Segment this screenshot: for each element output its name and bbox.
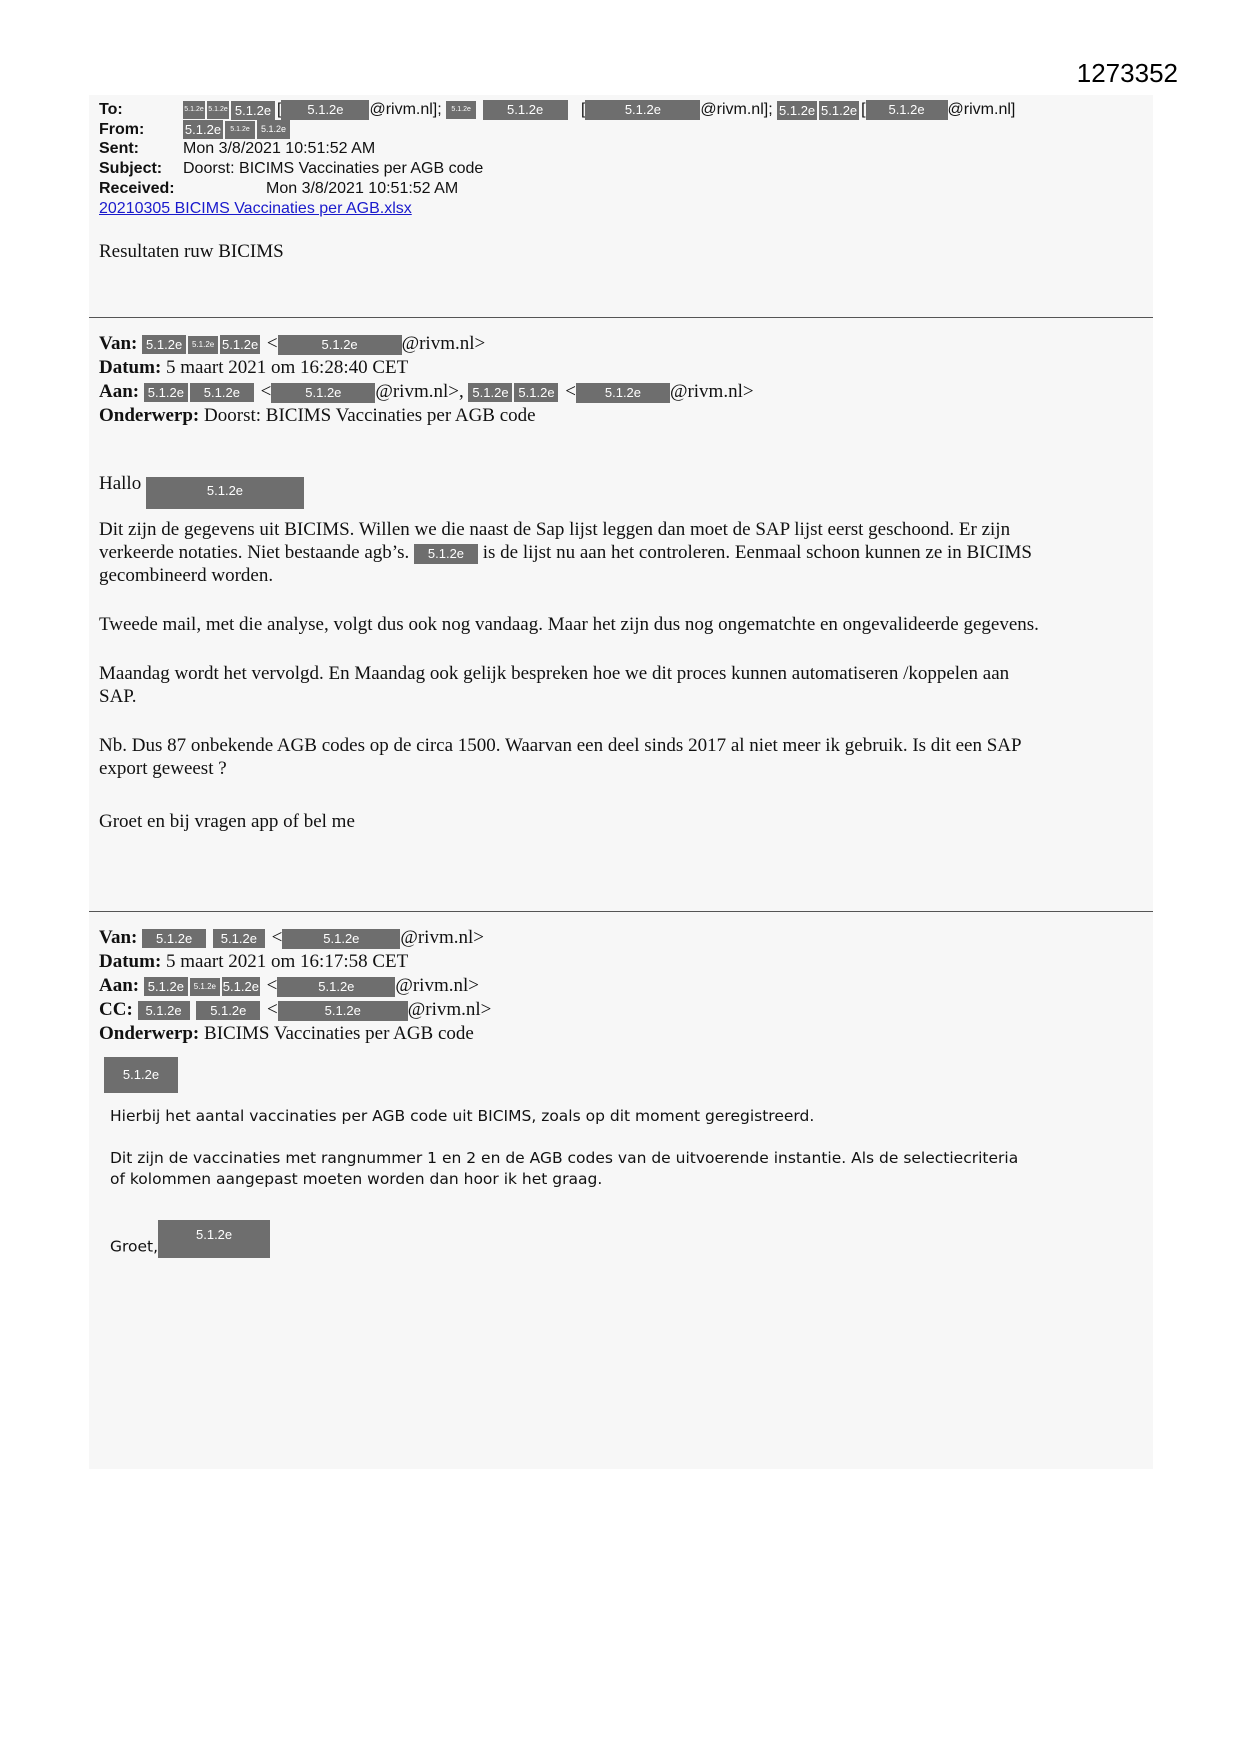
paragraph-line: Nb. Dus 87 onbekende AGB codes op de circa 1500. Waarvan een deel sinds 2017 al niet meer ik gebruik. Is dit een SAP	[99, 735, 1022, 756]
redaction: 5.1.2e	[146, 477, 304, 509]
redaction: 5.1.2e	[190, 383, 254, 402]
email-domain: @rivm.nl>,	[375, 381, 464, 402]
text-span: is de lijst nu aan het controleren. Eenmaal schoon kunnen ze in BICIMS	[482, 542, 1033, 563]
email-domain: @rivm.nl>	[395, 975, 479, 996]
cc-row: CC: 5.1.2e 5.1.2e < 5.1.2e @rivm.nl>	[99, 999, 492, 1020]
from-row	[99, 120, 292, 140]
datum-label: Datum:	[99, 951, 162, 972]
signoff: Groet,	[110, 1237, 159, 1256]
paragraph-line: SAP.	[99, 686, 137, 707]
email-domain: @rivm.nl];	[369, 101, 442, 119]
paragraph	[99, 734, 1139, 780]
email-domain: @rivm.nl>	[669, 381, 754, 402]
received-value: Mon 3/8/2021 10:51:52 AM	[266, 180, 459, 197]
paragraph	[99, 518, 1139, 587]
paragraph-line: Maandag wordt het vervolgd. En Maandag ook gelijk bespreken hoe we dit proces kunnen automatiseren /koppelen aan	[99, 663, 1010, 684]
van-label: Van:	[99, 333, 138, 354]
redaction: 5.1.2e	[278, 1001, 408, 1021]
redaction: 5.1.2e	[190, 978, 220, 996]
onderwerp-label: Onderwerp:	[99, 405, 200, 426]
redaction: 5.1.2e	[213, 929, 265, 948]
redaction: 5.1.2e	[281, 100, 369, 120]
datum-row	[99, 950, 408, 973]
redaction: 5.1.2e	[779, 102, 816, 118]
paragraph-line	[99, 541, 1139, 564]
sent-value: Mon 3/8/2021 10:51:52 AM	[183, 140, 376, 157]
aan-row: Aan: 5.1.2e 5.1.2e 5.1.2e < 5.1.2e @rivm.nl>	[99, 975, 479, 996]
redaction: 5.1.2e	[446, 101, 476, 119]
from-label: From:	[99, 121, 145, 138]
subject-label: Subject:	[99, 160, 163, 177]
signoff-row	[110, 1220, 270, 1258]
cc-label: CC:	[99, 999, 133, 1020]
redaction: 5.1.2e	[225, 121, 255, 139]
redaction: 5.1.2e	[142, 929, 206, 948]
redaction: 5.1.2e	[207, 101, 229, 119]
email-domain: @rivm.nl>	[401, 333, 486, 354]
paragraph	[110, 1148, 1150, 1190]
redaction: 5.1.2e	[144, 383, 188, 402]
paragraph: Hierbij het aantal vaccinaties per AGB code uit BICIMS, zoals op dit moment geregistreerd.	[110, 1107, 815, 1125]
to-label: To:	[99, 101, 123, 119]
onderwerp-row	[99, 1022, 474, 1045]
email-domain: @rivm.nl>	[407, 999, 492, 1020]
greeting: Hallo	[99, 473, 142, 494]
redaction: 5.1.2e	[277, 977, 395, 997]
received-label: Received:	[99, 180, 175, 197]
aan-row: Aan: 5.1.2e 5.1.2e < 5.1.2e @rivm.nl>, 5.1.2e 5.1.2e < 5.1.2e @rivm.nl>	[99, 381, 754, 402]
sent-row	[99, 139, 375, 159]
text-span: verkeerde notaties. Niet bestaande agb’s.	[99, 542, 410, 563]
to-row: To: 5.1.2e 5.1.2e 5.1.2e [ 5.1.2e @rivm.nl]; 5.1.2e 5.1.2e [ 5.1.2e @rivm.nl]; 5.1.2e 5.1.2e [ 5.1.2e @rivm.nl]	[99, 101, 1016, 119]
document-number: 1273352	[1076, 58, 1178, 88]
body-text: Resultaten ruw BICIMS	[99, 241, 284, 262]
sent-label: Sent:	[99, 140, 139, 157]
redaction: 5.1.2e	[514, 383, 558, 402]
subject-value: Doorst: BICIMS Vaccinaties per AGB code	[183, 160, 484, 177]
redaction: 5.1.2e	[271, 383, 375, 403]
subject-row	[99, 159, 483, 179]
attachment-link[interactable]: 20210305 BICIMS Vaccinaties per AGB.xlsx	[99, 200, 412, 217]
redaction: 5.1.2e	[282, 929, 400, 949]
redaction: 5.1.2e	[222, 337, 259, 353]
paragraph: Tweede mail, met die analyse, volgt dus ook nog vandaag. Maar het zijn dus nog ongematchte en ongevalideerde gegevens.	[99, 614, 1039, 635]
datum-value: 5 maart 2021 om 16:17:58 CET	[166, 951, 409, 972]
redaction: 5.1.2e	[576, 383, 670, 403]
van-label: Van:	[99, 927, 138, 948]
redaction: 5.1.2e	[104, 1057, 178, 1093]
email-domain: @rivm.nl];	[700, 101, 773, 119]
onderwerp-label: Onderwerp:	[99, 1023, 200, 1044]
redaction: 5.1.2e	[138, 1001, 190, 1020]
redaction: 5.1.2e	[196, 1001, 260, 1020]
paragraph-line: of kolommen aangepast moeten worden dan hoor ik het graag.	[110, 1170, 603, 1188]
redaction: 5.1.2e	[468, 383, 512, 402]
redaction: 5.1.2e	[231, 101, 275, 120]
datum-label: Datum:	[99, 357, 162, 378]
paragraph-line: Dit zijn de vaccinaties met rangnummer 1 en 2 en de AGB codes van de uitvoerende instantie. Als de selectiecriteria	[110, 1149, 1019, 1167]
paragraph: Groet en bij vragen app of bel me	[99, 811, 355, 832]
redaction: 5.1.2e	[257, 120, 290, 139]
redaction: 5.1.2e	[222, 979, 259, 995]
redaction: 5.1.2e	[144, 977, 188, 996]
datum-value: 5 maart 2021 om 16:28:40 CET	[166, 357, 409, 378]
onderwerp-value: Doorst: BICIMS Vaccinaties per AGB code	[204, 405, 536, 426]
paragraph-line: export geweest ?	[99, 758, 227, 779]
paragraph	[99, 662, 1139, 708]
redaction: 5.1.2e	[278, 335, 402, 355]
aan-label: Aan:	[99, 975, 140, 996]
redaction: 5.1.2e	[585, 100, 700, 120]
redaction: 5.1.2e	[821, 102, 858, 118]
paragraph-line: gecombineerd worden.	[99, 565, 274, 586]
redaction: 5.1.2e	[184, 122, 222, 138]
email-domain: @rivm.nl>	[400, 927, 484, 948]
van-row: Van: 5.1.2e 5.1.2e < 5.1.2e @rivm.nl>	[99, 927, 484, 948]
redaction: 5.1.2e	[483, 100, 568, 120]
redaction: 5.1.2e	[183, 101, 205, 119]
redaction: 5.1.2e	[414, 544, 478, 564]
email-domain: @rivm.nl]	[947, 101, 1016, 119]
redaction: 5.1.2e	[158, 1220, 270, 1258]
van-row: Van: 5.1.2e 5.1.2e 5.1.2e < 5.1.2e @rivm.nl>	[99, 333, 486, 354]
onderwerp-value: BICIMS Vaccinaties per AGB code	[204, 1023, 474, 1044]
redaction: 5.1.2e	[188, 336, 218, 354]
onderwerp-row	[99, 404, 536, 427]
redaction: 5.1.2e	[142, 335, 186, 354]
paragraph-line: Dit zijn de gegevens uit BICIMS. Willen we die naast de Sap lijst leggen dan moet de SAP lijst eerst geschoond. Er zijn	[99, 519, 1011, 540]
received-row	[99, 179, 458, 199]
redaction: 5.1.2e	[866, 100, 948, 120]
greeting-row	[99, 472, 304, 509]
aan-label: Aan:	[99, 381, 140, 402]
datum-row	[99, 356, 408, 379]
